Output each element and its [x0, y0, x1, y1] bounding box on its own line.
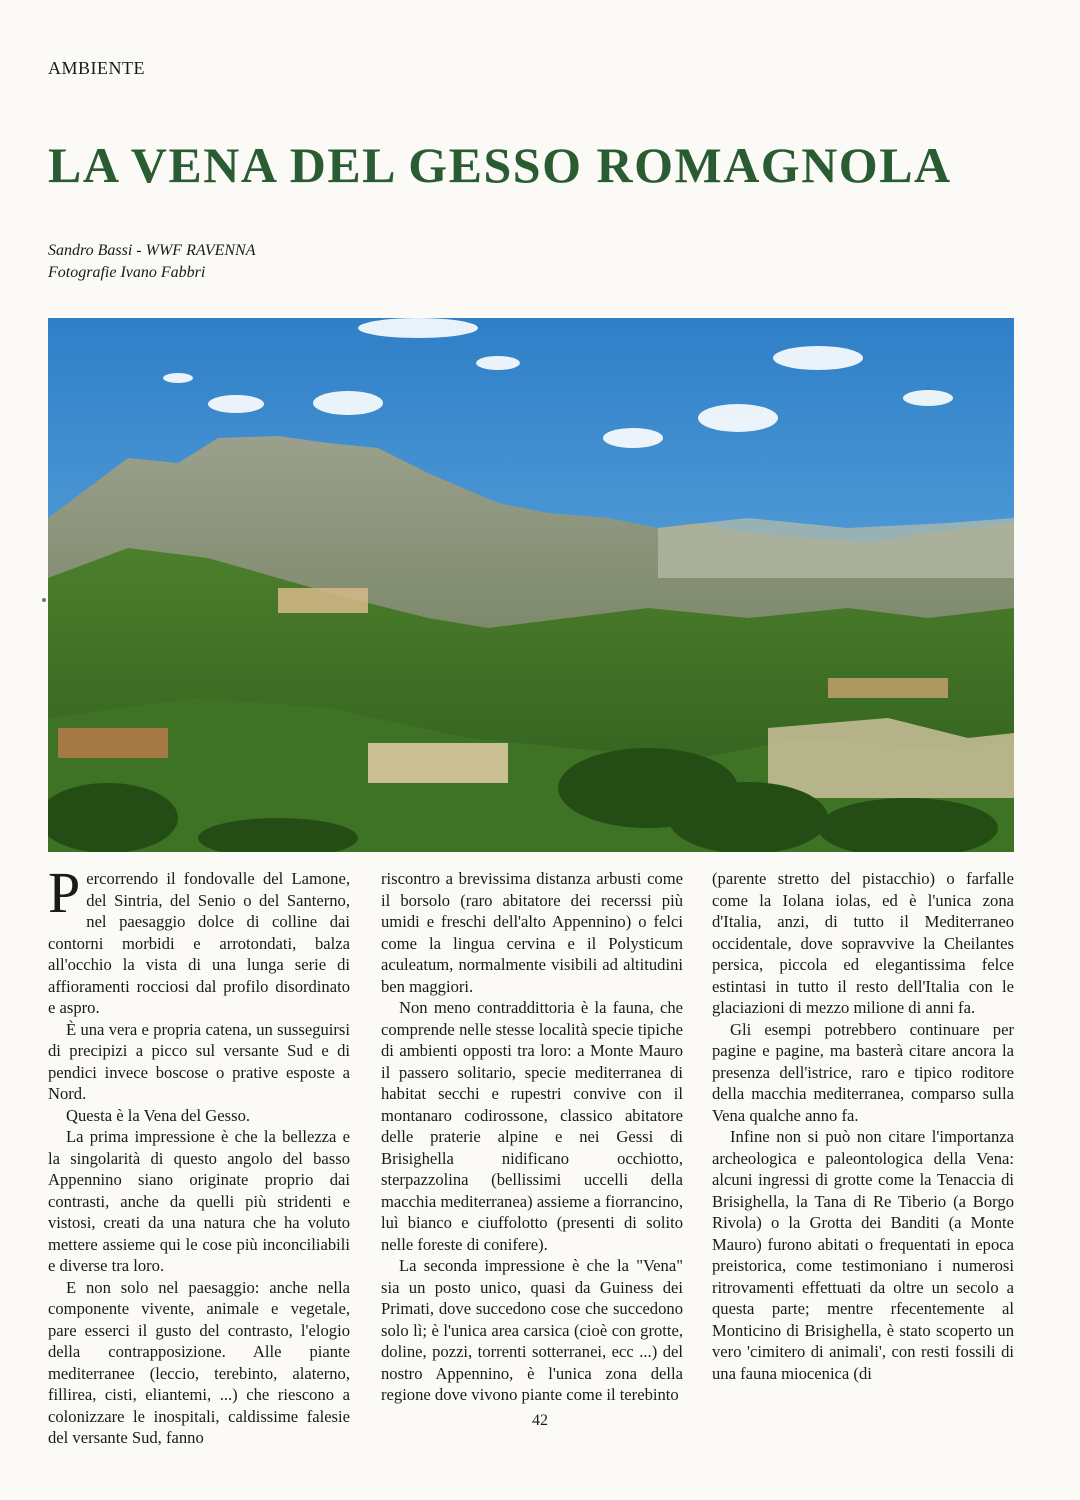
author-credit: Sandro Bassi - WWF RAVENNA	[48, 242, 256, 259]
text-column-3	[712, 868, 1014, 1384]
paragraph: La seconda impressione è che la "Vena" sia un posto unico, quasi da Guiness dei Primati, dove succedono cose che succedono solo lì; è l'unica area carsica (cioè con grotte, doline, pozzi, torrenti sotterranei, ecc ...) del nostro Appennino, è l'unica zona della regione dove vivono piante come il terebinto	[381, 1256, 683, 1404]
byline	[48, 240, 255, 284]
paragraph: È una vera e propria catena, un susseguirsi di precipizi a picco sul versante Sud e di pendici invece boscose o prative esposte a Nord.	[48, 1019, 350, 1103]
paragraph: La prima impressione è che la bellezza e la singolarità di questo angolo del basso Appennino siano originate proprio dai contrasti, anche da quelli più stridenti e vistosi, creati da una natura che ha voluto mettere assieme qui le cose più inconciliabili e diverse tra loro.	[48, 1127, 350, 1275]
paragraph: Questa è la Vena del Gesso.	[66, 1105, 251, 1125]
article-title: LA VENA DEL GESSO ROMAGNOLA	[48, 137, 952, 193]
page-number: 42	[532, 1412, 548, 1429]
text-column-1	[48, 860, 350, 1449]
paragraph: Infine non si può non citare l'importanza archeologica e paleontologica della Vena: alcuni ingressi di grotte come la Tenaccia di Brisighella, la Tana di Re Tiberio (a Borgo Rivola) o la Grotta dei Banditi (a Monte Mauro) furono abitati o frequentati in epoca preistorica, come testimoniano i numerosi ritrovamenti effettuati da oltre un secolo a questa parte; mentre rfecentemente al Monticino di Brisighella, è stato scoperto un vero 'cimitero di animali', con resti fossili di una fauna miocenica (di	[712, 1127, 1014, 1383]
section-label: AMBIENTE	[48, 58, 145, 78]
landscape-photo	[48, 318, 1014, 852]
text-column-2	[381, 868, 683, 1406]
photo-credit: Fotografie Ivano Fabbri	[48, 264, 206, 281]
landscape-illustration	[48, 318, 1014, 852]
drop-cap: P	[48, 860, 81, 925]
paragraph: E non solo nel paesaggio: anche nella componente vivente, animale e vegetale, pare esserci il gusto del contrasto, l'elogio della contrapposizione. Alle piante mediterranee (leccio, terebinto, alaterno, fillirea, cisti, eliantemi, ...) che riescono a colonizzare le inospitali, caldissime falesie del versante Sud, fanno	[48, 1277, 350, 1447]
paragraph: Gli esempi potrebbero continuare per pagine e pagine, ma basterà citare ancora la presenza dell'istrice, raro e tipico roditore della macchia mediterranea, comparso sulla Vena qualche anno fa.	[712, 1019, 1014, 1125]
paragraph: Non meno contraddittoria è la fauna, che comprende nelle stesse località specie tipiche di ambienti opposti tra loro: a Monte Mauro il passero solitario, specie mediterranea di habitat secchi e rupestri convive con il montanaro codirossone, classico abitatore delle praterie alpine e nei Gessi di Brisighella nidificano occhiotto, sterpazzolina (bellissimi uccelli della macchia mediterranea) assieme a fiorrancino, luì bianco e ciuffolotto (presenti di solito nelle foreste di conifere).	[381, 998, 683, 1254]
paragraph	[48, 860, 350, 1019]
paragraph: (parente stretto del pistacchio) o farfalle come la Iolana iolas, ed è l'unica zona d'Italia, anzi, di tutto il Mediterraneo occidentale, dove sopravvive la Cheilantes persica, piccola ed elegantissima felce estintasi in tutto il resto dell'Italia con le glaciazioni di mezzo milione di anni fa.	[712, 869, 1014, 1017]
paragraph: riscontro a brevissima distanza arbusti come il borsolo (raro abitatore dei recerssi più umidi e freschi dell'alto Appennino) o felci come la lingua cervina e il Polysticum aculeatum, normalmente visibili ad altitudini ben maggiori.	[381, 869, 683, 996]
print-speck	[42, 598, 46, 602]
paragraph-text: ercorrendo il fondovalle del Lamone, del Sintria, del Senio o del Santerno, nel paesaggio dolce di colline dai contorni morbidi e arrotondati, balza all'occhio la vista di una lunga serie di affioramenti rocciosi dal profilo disordinato e aspro.	[48, 869, 350, 1017]
